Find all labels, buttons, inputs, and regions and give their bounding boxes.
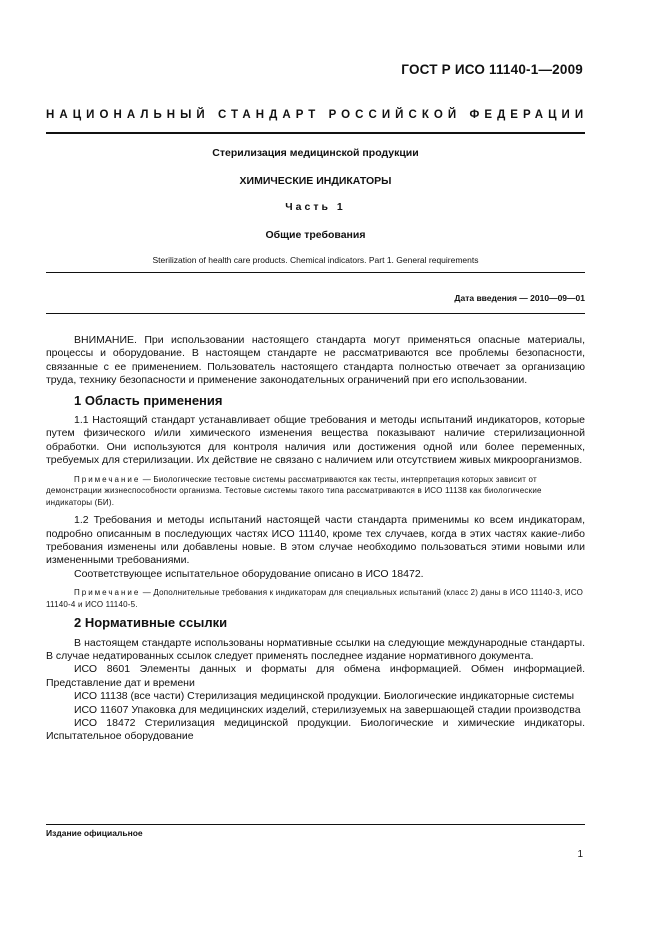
reference-item: ИСО 8601 Элементы данных и форматы для обмена информацией. Обмен информацией. Представление дат и времени	[46, 663, 585, 689]
footer-rule	[46, 824, 585, 825]
title-name: ХИМИЧЕСКИЕ ИНДИКАТОРЫ	[239, 175, 392, 187]
warning-paragraph: ВНИМАНИЕ. При использовании настоящего стандарта могут применяться опасные материалы, процессы и оборудование. В настоящем стандарте не рассматриваются все проблемы безопасности, связанные с ее применением. Пользователь настоящего стандарта полностью отвечает за организацию труда, технику безопасности и применение законодательных ограничений при его использовании.	[46, 334, 585, 387]
reference-item: ИСО 11138 (все части) Стерилизация медицинской продукции. Биологические индикаторные системы	[74, 690, 575, 703]
reference-item: ИСО 18472 Стерилизация медицинской продукции. Биологические и химические индикаторы. Испытательное оборудование	[46, 717, 585, 743]
note-1	[46, 474, 585, 509]
title-rule	[46, 272, 585, 273]
note-2-text: — Дополнительные требования к индикаторам для специальных испытаний (класс 2) даны в ИСО 11140-3, ИСО 11140-4 и ИСО 11140-5.	[46, 588, 584, 609]
section-1-heading: 1 Область применения	[74, 392, 223, 408]
official-edition-label: Издание официальное	[46, 828, 143, 838]
note-2-label: Примечание	[74, 588, 141, 598]
note-1-text: — Биологические тестовые системы рассматриваются как тесты, интерпретация которых зависит от демонстрации жизнеспособности организма. Тестовые системы такого типа рассматриваются в ИСО 11138 как биологические индикаторы (БИ).	[46, 474, 542, 507]
date-rule	[46, 313, 585, 314]
reference-item: ИСО 11607 Упаковка для медицинских изделий, стерилизуемых на завершающей стадии производства	[74, 703, 581, 716]
note-2	[46, 587, 585, 610]
introduction-date: Дата введения — 2010—09—01	[454, 293, 585, 303]
standard-number: ГОСТ Р ИСО 11140-1—2009	[401, 62, 583, 77]
note-1-label: Примечание	[74, 474, 141, 484]
section-2-intro: В настоящем стандарте использованы нормативные ссылки на следующие международные стандарты. В случае недатированных ссылок следует применять последнее издание нормативного документа.	[46, 636, 585, 662]
page-number: 1	[577, 849, 583, 860]
section-1-1-paragraph: 1.1 Настоящий стандарт устанавливает общие требования и методы испытаний индикаторов, которые путем физического и/или химического изменения вещества показывают наличие стерилизационной обработки. Они используются для контроля наличия или достижения одной или более переменных, требуемых для стерилизации. Их действие не связано с наличием или отсутствием живых микроорганизмов.	[46, 414, 585, 467]
national-standard-banner: НАЦИОНАЛЬНЫЙ СТАНДАРТ РОССИЙСКОЙ ФЕДЕРАЦИИ	[46, 109, 589, 121]
section-1-2-paragraph: 1.2 Требования и методы испытаний настоящей части стандарта применимы ко всем индикаторам, подробно описанным в последующих частях ИСО 11140, кроме тех случаев, когда в этих частях какие-либо требования изменены или добавлены новые. В этом случае необходимо пользоваться этими новыми или измененными требованиями.	[46, 514, 585, 567]
title-subject: Стерилизация медицинской продукции	[212, 147, 419, 159]
header-rule	[46, 132, 585, 134]
title-part: Часть 1	[285, 201, 346, 213]
document-body	[46, 334, 585, 744]
title-english: Sterilization of health care products. Chemical indicators. Part 1. General requirements	[152, 255, 479, 265]
section-1-2-equipment: Соответствующее испытательное оборудование описано в ИСО 18472.	[74, 567, 424, 580]
title-subtitle: Общие требования	[265, 229, 366, 241]
section-2-heading: 2 Нормативные ссылки	[74, 615, 228, 631]
